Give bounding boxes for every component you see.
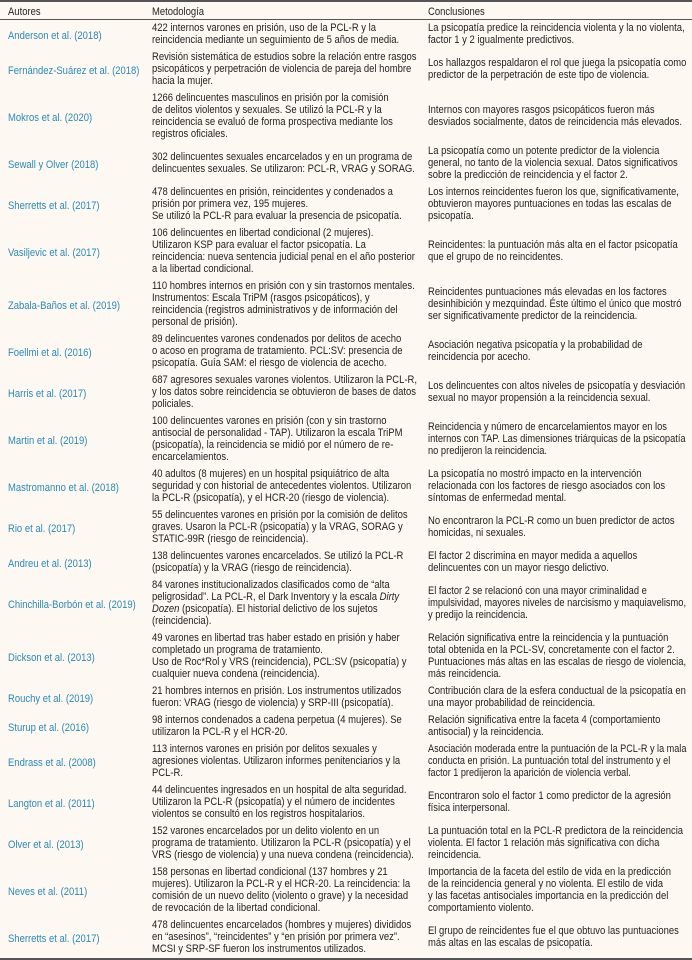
conclusions-cell bbox=[428, 104, 688, 130]
conclusions-text: Encontraron solo el factor 1 como predictor de la agresión física interpersonal. bbox=[428, 789, 671, 814]
author-link-label[interactable]: Sherretts et al. (2017) bbox=[8, 932, 100, 945]
author-link-label[interactable]: Mokros et al. (2020) bbox=[8, 111, 93, 124]
table-row bbox=[0, 413, 692, 466]
conclusions-cell bbox=[428, 57, 688, 83]
conclusions-text: El factor 2 se relacionó con una mayor criminalidad e impulsividad, mayores niveles de narcisismo y maquiavelismo, y predijo la reincidencia. bbox=[428, 584, 687, 621]
methodology-cell bbox=[152, 22, 422, 48]
methodology-text: 478 delincuentes en prisión, reincidentes y condenados a prisión por primera vez, 195 mujeres. Se utilizó la PCL-R para evaluar la presencia de psicopatía. bbox=[152, 185, 402, 222]
author-link-label[interactable]: Sturup et al. (2016) bbox=[8, 721, 89, 734]
author-link[interactable] bbox=[8, 794, 148, 812]
conclusions-cell bbox=[428, 925, 688, 951]
header-metodologia-label: Metodología bbox=[152, 5, 205, 18]
conclusions-cell bbox=[428, 468, 688, 506]
conclusions-text: La psicopatía no mostró impacto en la intervención relacionada con los factores de riesgo asociados con los síntomas de enfermedad mental. bbox=[428, 467, 666, 504]
author-link[interactable] bbox=[8, 519, 148, 537]
conclusions-text: Los hallazgos respaldaron el rol que juega la psicopatía como predictor de la perpetración de este tipo de violencia. bbox=[428, 56, 687, 81]
methodology-text: 21 hombres internos en prisión. Los instrumentos utilizados fueron: VRAG (riesgo de violencia) y SRP-III (psicopatía). bbox=[152, 684, 402, 709]
author-link-label[interactable]: Zabala-Baños et al. (2019) bbox=[8, 299, 121, 312]
author-link-label[interactable]: Rouchy et al. (2019) bbox=[8, 692, 94, 705]
methodology-cell bbox=[152, 51, 422, 89]
methodology-cell bbox=[152, 333, 422, 371]
table-row bbox=[0, 548, 692, 577]
table-row bbox=[0, 712, 692, 741]
methodology-cell bbox=[152, 825, 422, 863]
methodology-text: 687 agresores sexuales varones violentos. Utilizaron la PCL-R, y los datos sobre reincidencia se obtuvieron de bases de datos policiales. bbox=[152, 373, 418, 410]
methodology-cell bbox=[152, 468, 422, 506]
conclusions-text: Contribución clara de la esfera conductual de la psicopatía en una mayor probabilidad de reincidencia. bbox=[428, 684, 686, 709]
methodology-cell bbox=[152, 186, 422, 224]
methodology-text: 110 hombres internos en prisión con y sin trastornos mentales. Instrumentos: Escala TriPM (rasgos psicopáticos), y reincidencia (registros administrativos y de información del personal de prisión). bbox=[152, 279, 415, 328]
conclusions-cell bbox=[428, 743, 688, 781]
conclusions-cell bbox=[428, 585, 688, 623]
author-link-label[interactable]: Fernández-Suárez et al. (2018) bbox=[8, 64, 140, 77]
conclusions-text: Internos con mayores rasgos psicopáticos fueron más desviados socialmente, datos de reincidencia más elevados. bbox=[428, 103, 682, 128]
table-row bbox=[0, 630, 692, 683]
methodology-text: Revisión sistemática de estudios sobre la relación entre rasgos psicopáticos y perpetración de violencia de pareja del hombre hacia la mujer. bbox=[152, 50, 417, 87]
table-row bbox=[0, 741, 692, 782]
conclusions-cell bbox=[428, 866, 688, 916]
author-link[interactable] bbox=[8, 155, 148, 173]
methodology-text: 1266 delincuentes masculinos en prisión por la comisión de delitos violentos y sexuales. Se utilizó la PCL-R y la reincidencia se evaluó de forma prospectiva mediante los registros oficiales. bbox=[152, 91, 393, 140]
methodology-text: 138 delincuentes varones encarcelados. Se utilizó la PCL-R (psicopatía) y la VRAG (riesgo de reincidencia). bbox=[152, 549, 404, 574]
table-row bbox=[0, 49, 692, 90]
author-link-label[interactable]: Harris et al. (2017) bbox=[8, 387, 87, 400]
methodology-cell bbox=[152, 280, 422, 330]
author-link-label[interactable]: Andreu et al. (2013) bbox=[8, 557, 92, 570]
methodology-cell bbox=[152, 374, 422, 412]
author-link[interactable] bbox=[8, 296, 148, 314]
methodology-text: 49 varones en libertad tras haber estado en prisión y haber completado un programa de tratamiento. Uso de Roc*Rol y VRS (reincidencia), PCL:SV (psicopatía) y cualquier nueva condena (reincidencia). bbox=[152, 631, 407, 680]
author-link[interactable] bbox=[8, 61, 148, 79]
conclusions-cell bbox=[428, 685, 688, 711]
author-link[interactable] bbox=[8, 753, 148, 771]
methodology-text: 44 delincuentes ingresados en un hospital de alta seguridad. Utilizaron la PCL-R (psicopatía) y el número de incidentes violentos se consultó en los registros hospitalarios. bbox=[152, 783, 407, 820]
methodology-cell bbox=[152, 415, 422, 465]
table-row bbox=[0, 225, 692, 278]
author-link[interactable] bbox=[8, 343, 148, 361]
header-metodologia bbox=[152, 2, 422, 20]
header-autores bbox=[8, 2, 148, 20]
author-link[interactable] bbox=[8, 243, 148, 261]
conclusions-text: El factor 2 discrimina en mayor medida a aquellos delincuentes con un mayor riesgo delictivo. bbox=[428, 549, 638, 574]
methodology-fragment: 84 varones institucionalizados clasificados como de “alta peligrosidad”. La PCL-R, el Dark Inventory y la escala bbox=[152, 578, 390, 603]
conclusions-text: No encontraron la PCL-R como un buen predictor de actos homicidas, ni sexuales. bbox=[428, 514, 675, 539]
author-link[interactable] bbox=[8, 478, 148, 496]
author-link-label[interactable]: Mastromanno et al. (2018) bbox=[8, 481, 119, 494]
author-link-label[interactable]: Sherretts et al. (2017) bbox=[8, 199, 100, 212]
author-link[interactable] bbox=[8, 835, 148, 853]
conclusions-cell bbox=[428, 825, 688, 863]
conclusions-text: Asociación moderada entre la puntuación de la PCL-R y la mala conducta en prisión. La puntuación total del instrumento y el factor 1 predijeron la aparición de violencia verbal. bbox=[428, 742, 687, 779]
table-body bbox=[0, 20, 692, 958]
methodology-cell bbox=[152, 866, 422, 916]
table-row bbox=[0, 683, 692, 712]
conclusions-text: Relación significativa entre la reincidencia y la puntuación total obtenida en la PCL-SV, concretamente con el factor 2. Puntuaciones más altas en las escalas de riesgo de violencia, más reincidencia. bbox=[428, 631, 687, 680]
methodology-text bbox=[152, 579, 399, 627]
conclusions-text: Asociación negativa psicopatía y la probabilidad de reincidencia por acecho. bbox=[428, 338, 643, 363]
methodology-cell bbox=[152, 227, 422, 277]
table-row bbox=[0, 90, 692, 143]
conclusions-text: La puntuación total en la PCL-R predictora de la reincidencia violenta. El factor 1 relación más significativa con dicha reincidencia. bbox=[428, 824, 684, 861]
conclusions-text: Importancia de la faceta del estilo de vida en la predicción de la reincidencia general y no violenta. El estilo de vida y las facetas antisociales importancia en la predicción del comportamiento violento. bbox=[428, 865, 671, 914]
conclusions-cell bbox=[428, 145, 688, 183]
author-link[interactable] bbox=[8, 882, 148, 900]
conclusions-cell bbox=[428, 550, 688, 576]
table-row bbox=[0, 372, 692, 413]
table-row bbox=[0, 864, 692, 917]
table-row bbox=[0, 577, 692, 630]
methodology-cell bbox=[152, 743, 422, 781]
conclusions-text: Relación significativa entre la faceta 4 (comportamiento antisocial) y la reincidencia. bbox=[428, 713, 661, 738]
author-link-label[interactable]: Langton et al. (2011) bbox=[8, 797, 95, 810]
table-row bbox=[0, 143, 692, 184]
author-link-label[interactable]: Rio et al. (2017) bbox=[8, 522, 76, 535]
methodology-text: 113 internos varones en prisión por delitos sexuales y agresiones violentas. Utilizaron informes penitenciarios y la PCL-R. bbox=[152, 742, 401, 779]
methodology-cell bbox=[152, 919, 422, 957]
conclusions-text: Reincidentes: la puntuación más alta en el factor psicopatía que el grupo de no reincidentes. bbox=[428, 238, 678, 263]
author-link[interactable] bbox=[8, 554, 148, 572]
methodology-text: 158 personas en libertad condicional (137 hombres y 21 mujeres). Utilizaron la PCL-R y el HCR-20. La reincidencia: la comisión de un nuevo delito (violento o grave) y la necesidad de revocación de la libertad condicional. bbox=[152, 865, 411, 914]
table-row bbox=[0, 782, 692, 823]
author-link[interactable] bbox=[8, 196, 148, 214]
author-link[interactable] bbox=[8, 26, 148, 44]
methodology-fragment: (psicopatía). El historial delictivo de los sujetos (reincidencia). bbox=[152, 602, 378, 627]
conclusions-cell bbox=[428, 380, 688, 406]
author-link[interactable] bbox=[8, 929, 148, 947]
conclusions-text: La psicopatía como un potente predictor de la violencia general, no tanto de la violencia sexual. Datos significativos sobre la predicción de reincidencia y el factor 2. bbox=[428, 144, 678, 181]
author-link-label[interactable]: Dickson et al. (2013) bbox=[8, 651, 95, 664]
author-link-label[interactable]: Olver et al. (2013) bbox=[8, 838, 84, 851]
conclusions-text: Los internos reincidentes fueron los que, significativamente, obtuvieron mayores puntuaciones en todas las escalas de psicopatía. bbox=[428, 185, 679, 222]
author-link-label[interactable]: Martin et al. (2019) bbox=[8, 434, 88, 447]
author-link-label[interactable]: Chinchilla-Borbón et al. (2019) bbox=[8, 598, 136, 611]
conclusions-cell bbox=[428, 515, 688, 541]
methodology-text: 106 delincuentes en libertad condicional (2 mujeres). Utilizaron KSP para evaluar el factor psicopatía. La reincidencia: nueva sentencia judicial penal en el año posterior a la libertad condicional. bbox=[152, 226, 415, 275]
methodology-cell bbox=[152, 632, 422, 682]
conclusions-text: La psicopatía predice la reincidencia violenta y la no violenta, factor 1 y 2 igualmente predictivos. bbox=[428, 21, 685, 46]
conclusions-cell bbox=[428, 239, 688, 265]
conclusions-cell bbox=[428, 632, 688, 682]
author-link-label[interactable]: Neves et al. (2011) bbox=[8, 885, 88, 898]
conclusions-text: Reincidencia y número de encarcelamientos mayor en los internos con TAP. Las dimensiones triárquicas de la psicopatía no predijeron la reincidencia. bbox=[428, 420, 686, 457]
author-link-label[interactable]: Endrass et al. (2008) bbox=[8, 756, 96, 769]
conclusions-text: Los delincuentes con altos niveles de psicopatía y desviación sexual no mayor propensión a la reincidencia sexual. bbox=[428, 379, 686, 404]
author-link-label[interactable]: Foellmi et al. (2016) bbox=[8, 346, 92, 359]
methodology-text: 55 delincuentes varones en prisión por la comisión de delitos graves. Usaron la PCL-R (psicopatía) y la VRAG, SORAG y STATIC-99R (riesgo de reincidencia). bbox=[152, 508, 408, 545]
conclusions-cell bbox=[428, 22, 688, 48]
methodology-cell bbox=[152, 92, 422, 142]
author-link-label[interactable]: Sewall y Olver (2018) bbox=[8, 158, 99, 171]
author-link[interactable] bbox=[8, 648, 148, 666]
italic-scale-name: Dirty Dozen bbox=[152, 590, 400, 615]
methodology-text: 302 delincuentes sexuales encarcelados y en un programa de delincuentes sexuales. Se utilizaron: PCL-R, VRAG y SORAG. bbox=[152, 150, 415, 175]
conclusions-cell bbox=[428, 421, 688, 459]
table-row bbox=[0, 278, 692, 331]
conclusions-text: El grupo de reincidentes fue el que obtuvo las puntuaciones más altas en las escalas de psicopatía. bbox=[428, 924, 679, 949]
methodology-text: 98 internos condenados a cadena perpetua (4 mujeres). Se utilizaron la PCL-R y el HCR-20. bbox=[152, 713, 402, 738]
table-row bbox=[0, 466, 692, 507]
author-link[interactable] bbox=[8, 384, 148, 402]
author-link[interactable] bbox=[8, 595, 148, 613]
author-link[interactable] bbox=[8, 431, 148, 449]
conclusions-text: Reincidentes puntuaciones más elevadas en los factores desinhibición y mezquindad. Éste último el único que mostró ser significativamente predictor de la reincidencia. bbox=[428, 285, 682, 322]
author-link[interactable] bbox=[8, 718, 148, 736]
header-conclusiones bbox=[428, 2, 688, 20]
methodology-cell bbox=[152, 151, 422, 177]
methodology-cell bbox=[152, 685, 422, 711]
methodology-text: 478 delincuentes encarcelados (hombres y mujeres) divididos en “asesinos”, “reincidentes” y “en prisión por primera vez”. MCSI y SRP-SF fueron los instrumentos utilizados. bbox=[152, 918, 412, 955]
author-link-label[interactable]: Vasiljevic et al. (2017) bbox=[8, 246, 100, 259]
methodology-cell bbox=[152, 550, 422, 576]
methodology-cell bbox=[152, 784, 422, 822]
methodology-text: 40 adultos (8 mujeres) en un hospital psiquiátrico de alta seguridad y con historial de antecedentes violentos. Utilizaron la PCL-R (psicopatía), y el HCR-20 (riesgo de violencia). bbox=[152, 467, 412, 504]
methodology-text: 89 delincuentes varones condenados por delitos de acecho o acoso en programa de tratamiento. PCL:SV: presencia de psicopatía. Guía SAM: el riesgo de violencia de acecho. bbox=[152, 332, 403, 369]
conclusions-cell bbox=[428, 186, 688, 224]
methodology-text: 422 internos varones en prisión, uso de la PCL-R y la reincidencia mediante un seguimiento de 5 años de media. bbox=[152, 21, 400, 46]
table-row bbox=[0, 823, 692, 864]
header-autores-label: Autores bbox=[8, 5, 41, 18]
methodology-cell bbox=[152, 509, 422, 547]
conclusions-cell bbox=[428, 790, 688, 816]
table-row bbox=[0, 184, 692, 225]
conclusions-cell bbox=[428, 339, 688, 365]
table-row bbox=[0, 507, 692, 548]
table-row bbox=[0, 917, 692, 958]
conclusions-cell bbox=[428, 286, 688, 324]
author-link[interactable] bbox=[8, 689, 148, 707]
header-conclusiones-label: Conclusiones bbox=[428, 5, 485, 18]
table-row bbox=[0, 331, 692, 372]
methodology-text: 152 varones encarcelados por un delito violento en un programa de tratamiento. Utilizaron la PCL-R (psicopatía) y el VRS (riesgo de violencia) y una nueva condena (reincidencia). bbox=[152, 824, 414, 861]
table-row bbox=[0, 20, 692, 49]
methodology-text: 100 delincuentes varones en prisión (con y sin trastorno antisocial de personalidad - TAP). Utilizaron la escala TriPM (psicopatía), la reincidencia se midió por el número de re- encarcelamientos. bbox=[152, 414, 403, 463]
author-link[interactable] bbox=[8, 108, 148, 126]
methodology-cell bbox=[152, 579, 422, 629]
table-header bbox=[0, 2, 692, 20]
conclusions-cell bbox=[428, 714, 688, 740]
methodology-cell bbox=[152, 714, 422, 740]
author-link-label[interactable]: Anderson et al. (2018) bbox=[8, 29, 102, 42]
